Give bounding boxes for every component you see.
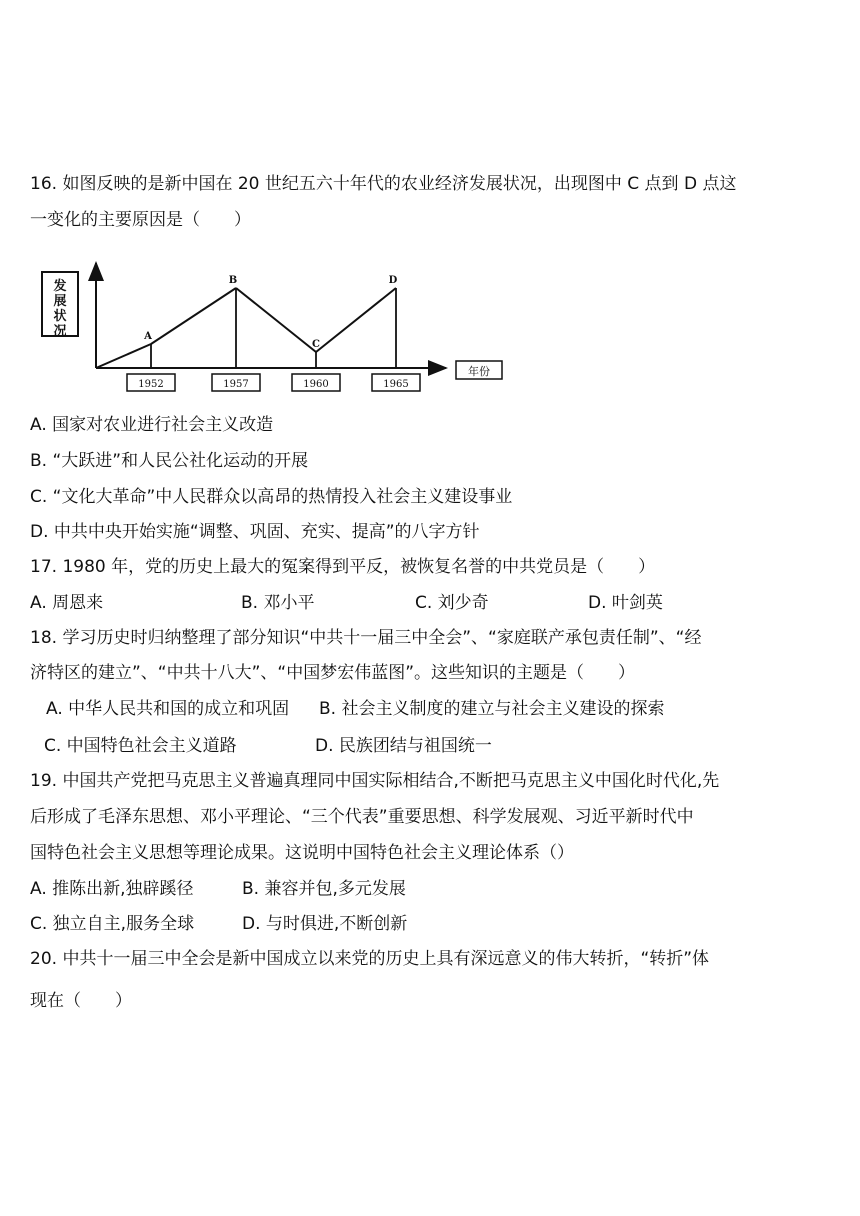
q17-option-b[interactable]: B. 邓小平 bbox=[241, 593, 315, 613]
y-axis-label: 发展状况 bbox=[53, 279, 67, 339]
q20-stem-line1: 20. 中共十一届三中全会是新中国成立以来党的历史上具有深远意义的伟大转折，“转折”体 bbox=[30, 949, 710, 969]
q19-option-b[interactable]: B. 兼容并包,多元发展 bbox=[242, 879, 406, 899]
q18-stem-line2: 济特区的建立”、“中共十八大”、“中国梦宏伟蓝图”。这些知识的主题是（ ） bbox=[30, 663, 636, 683]
q16-option-c[interactable]: C. “文化大革命”中人民群众以高昂的热情投入社会主义建设事业 bbox=[30, 487, 513, 507]
q18-options-row2 bbox=[44, 735, 834, 757]
q17-stem: 17. 1980 年，党的历史上最大的冤案得到平反，被恢复名誉的中共党员是（ ） bbox=[30, 557, 656, 577]
q20-stem-line2: 现在（ ） bbox=[30, 991, 132, 1011]
q19-option-a[interactable]: A. 推陈出新,独辟蹊径 bbox=[30, 879, 194, 899]
q16-option-d[interactable]: D. 中共中央开始实施“调整、巩固、充实、提高”的八字方针 bbox=[30, 522, 480, 542]
q16-option-b[interactable]: B. “大跃进”和人民公社化运动的开展 bbox=[30, 451, 309, 471]
q18-option-b[interactable]: B. 社会主义制度的建立与社会主义建设的探索 bbox=[319, 699, 665, 719]
series-segment bbox=[236, 288, 316, 352]
data-point-label: D bbox=[388, 275, 398, 286]
q16-option-a[interactable]: A. 国家对农业进行社会主义改造 bbox=[30, 415, 274, 435]
q17-option-c[interactable]: C. 刘少奇 bbox=[415, 593, 489, 613]
x-tick-label: 1952 bbox=[138, 379, 164, 390]
q16-stem-line2: 一变化的主要原因是（ ） bbox=[30, 210, 251, 230]
q17-options bbox=[30, 592, 830, 614]
series-segment bbox=[151, 288, 236, 344]
data-point-label: C bbox=[312, 339, 320, 350]
q19-option-c[interactable]: C. 独立自主,服务全球 bbox=[30, 914, 195, 934]
data-point-label: B bbox=[228, 275, 238, 286]
x-tick-label: 1957 bbox=[223, 379, 249, 390]
q19-options-row2 bbox=[30, 913, 820, 935]
data-point-label: A bbox=[144, 331, 152, 342]
q18-option-a[interactable]: A. 中华人民共和国的成立和巩固 bbox=[46, 699, 290, 719]
q18-stem-line1: 18. 学习历史时归纳整理了部分知识“中共十一届三中全会”、“家庭联产承包责任制”、“经 bbox=[30, 628, 702, 648]
q19-options-row1 bbox=[30, 878, 820, 900]
x-tick-label: 1965 bbox=[383, 379, 409, 390]
q17-option-a[interactable]: A. 周恩来 bbox=[30, 593, 104, 613]
x-tick-label: 1960 bbox=[303, 379, 329, 390]
series-segment bbox=[96, 344, 151, 368]
q18-options-row1 bbox=[46, 698, 836, 720]
q18-option-d[interactable]: D. 民族团结与祖国统一 bbox=[315, 736, 492, 756]
q16-stem-line1: 16. 如图反映的是新中国在 20 世纪五六十年代的农业经济发展状况，出现图中 C 点到 D 点这 bbox=[30, 174, 737, 194]
q18-option-c[interactable]: C. 中国特色社会主义道路 bbox=[44, 736, 237, 756]
q19-stem-line1: 19. 中国共产党把马克思主义普遍真理同中国实际相结合,不断把马克思主义中国化时代化,先 bbox=[30, 771, 720, 791]
q19-option-d[interactable]: D. 与时俱进,不断创新 bbox=[242, 914, 408, 934]
q19-stem-line2: 后形成了毛泽东思想、邓小平理论、“三个代表”重要思想、科学发展观、习近平新时代中 bbox=[30, 807, 694, 827]
q17-option-d[interactable]: D. 叶剑英 bbox=[588, 593, 663, 613]
x-axis-label: 年份 bbox=[468, 365, 490, 378]
series-segment bbox=[316, 288, 396, 352]
agri-development-chart bbox=[38, 258, 518, 403]
q19-stem-line3: 国特色社会主义思想等理论成果。这说明中国特色社会主义理论体系（） bbox=[30, 843, 574, 863]
